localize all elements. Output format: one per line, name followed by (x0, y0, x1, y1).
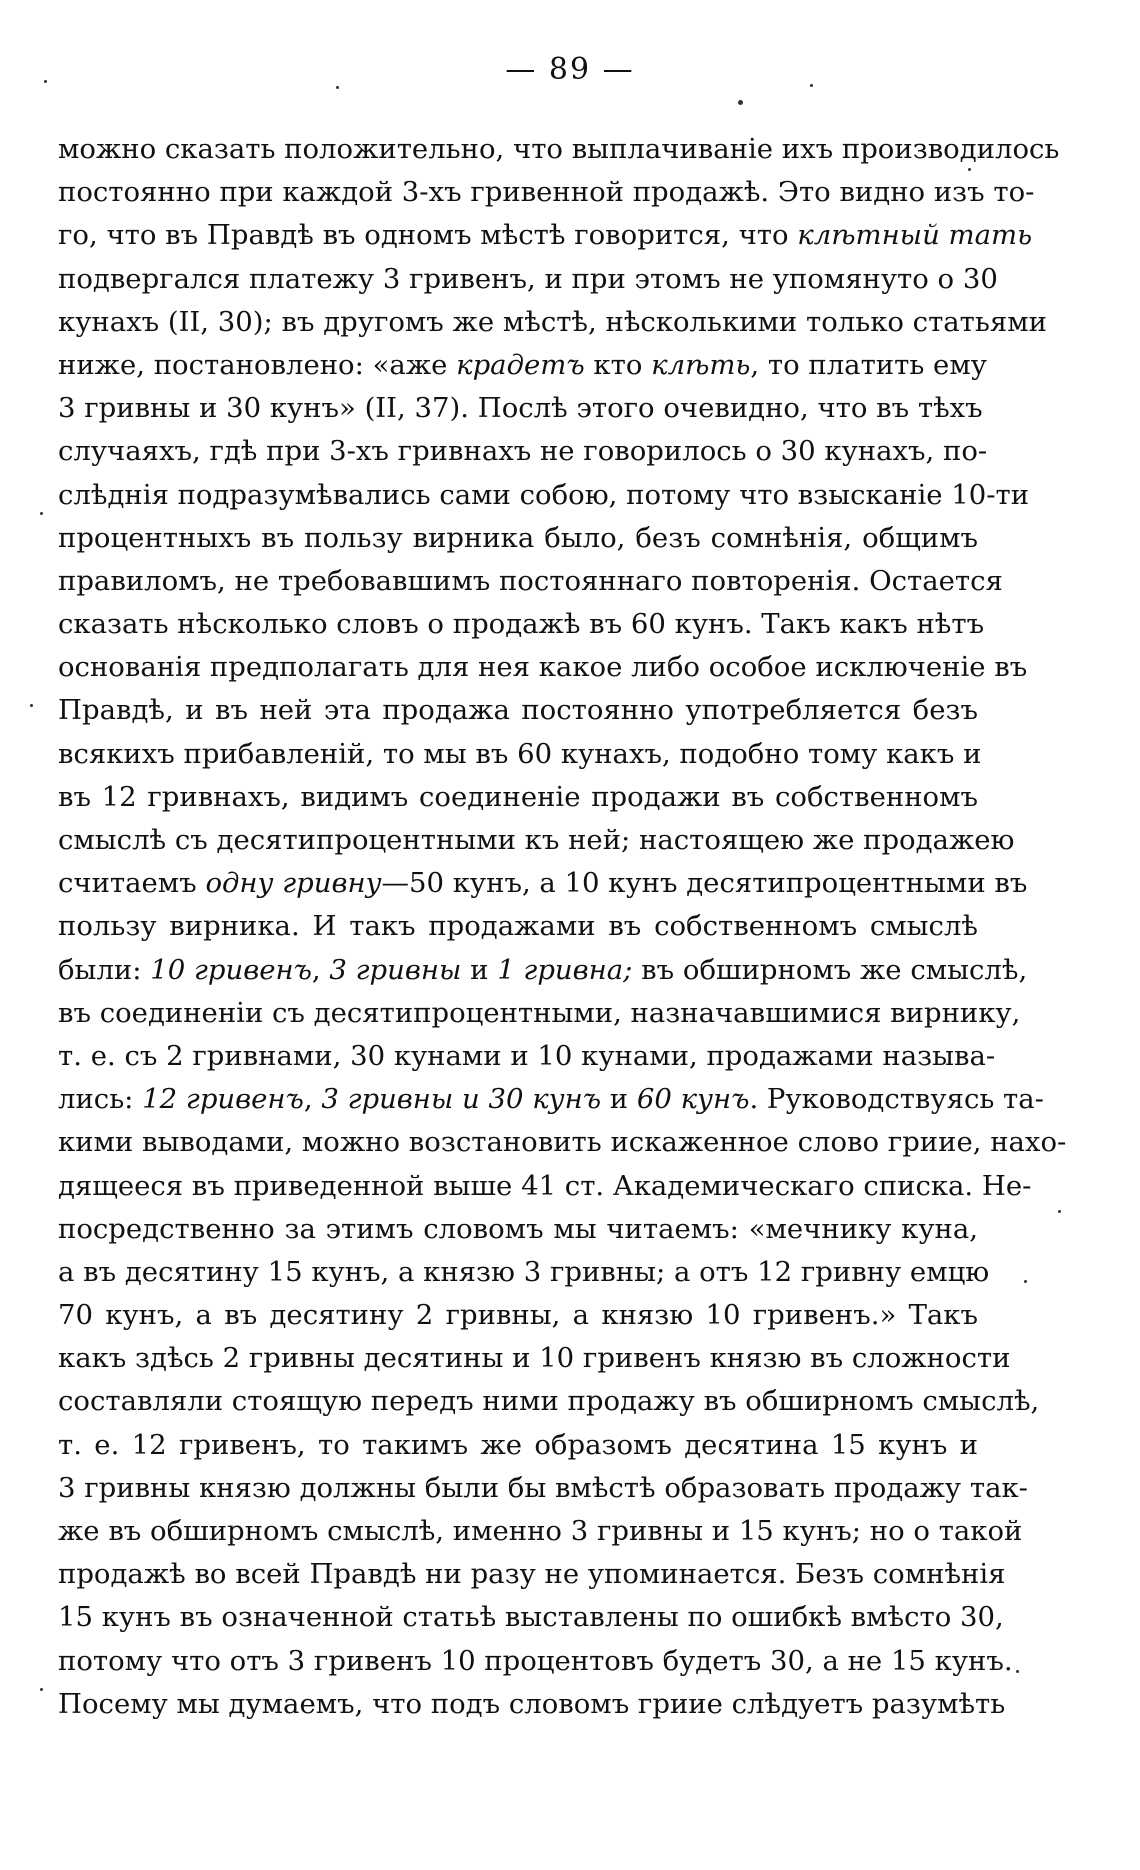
text-line (58, 862, 1028, 905)
text-line (58, 1553, 1006, 1596)
scan-speck (968, 168, 971, 171)
body-text (58, 128, 1067, 1726)
text-line (58, 733, 982, 776)
text-run: составляли стоящую передъ ними продажу въ обширномъ смыслѣ, (58, 1385, 1040, 1418)
text-run: 70 кунъ, а въ десятину 2 гривны, а князю 10 гривенъ.» Такъ (58, 1299, 978, 1332)
text-line (58, 560, 1003, 603)
scan-speck (1024, 1280, 1027, 1283)
text-line (58, 603, 985, 646)
text-run: можно сказать положительно, что выплачиваніе ихъ производилось (58, 133, 1060, 165)
text-run: пользу вирника. И такъ продажами въ собственномъ смыслѣ (58, 910, 978, 943)
text-run: въ 12 гривнахъ, видимъ соединеніе продажи въ собственномъ (58, 780, 978, 813)
text-run: посредственно за этимъ словомъ мы читаемъ: «мечнику куна, (58, 1212, 978, 1245)
scan-speck (1016, 1670, 1019, 1673)
text-run: —50 кунъ, а 10 кунъ десятипроцентными въ (381, 867, 1028, 900)
text-line (58, 1121, 1067, 1164)
text-line (58, 1251, 990, 1294)
text-run: же въ обширномъ смыслѣ, именно 3 гривны и 15 кунъ; но о такой (58, 1515, 1023, 1547)
text-run: потому что отъ 3 гривенъ 10 процентовъ будетъ 30, а не 15 кунъ. (58, 1644, 1013, 1677)
text-line (58, 776, 978, 819)
italic-run: 60 кунъ (636, 1083, 750, 1116)
text-line (58, 1467, 1028, 1510)
text-run: кунахъ (II, 30); въ другомъ же мѣстѣ, нѣсколькими только статьями (58, 305, 1047, 338)
text-line (58, 1683, 1006, 1726)
italic-run: 3 гривны (329, 953, 462, 986)
text-run: лись: (58, 1083, 143, 1116)
italic-run: крадетъ (456, 348, 585, 381)
italic-run: одну гривну (205, 867, 382, 900)
text-run: въ соединеніи съ десятипроцентными, назначавшимися вирнику, (58, 996, 1021, 1029)
italic-run: 12 гривенъ (142, 1083, 304, 1116)
text-line (58, 1424, 978, 1467)
text-run: сказать нѣсколько словъ о продажѣ въ 60 кунъ. Такъ какъ нѣтъ (58, 608, 985, 641)
text-run: 3 гривны князю должны были бы вмѣстѣ образовать продажу так- (58, 1471, 1028, 1504)
text-run: въ обширномъ же смыслѣ, (632, 953, 1028, 986)
text-run: процентныхъ въ пользу вирника было, безъ сомнѣнія, общимъ (58, 521, 978, 554)
text-run: дящееся въ приведенной выше 41 ст. Академическаго списка. Не- (58, 1169, 1032, 1202)
text-line (58, 1035, 996, 1078)
text-line (58, 992, 1021, 1035)
text-line (58, 344, 987, 387)
text-run: Посему мы думаемъ, что подъ словомъ гриие слѣдуетъ разумѣть (58, 1687, 1006, 1720)
text-run: 3 гривны и 30 кунъ» (II, 37). Послѣ этого очевидно, что въ тѣхъ (58, 392, 983, 425)
text-line (58, 1294, 978, 1337)
text-line (58, 689, 978, 732)
text-run: , (311, 953, 330, 986)
text-run: го, что въ Правдѣ въ одномъ мѣстѣ говорится, что (58, 219, 798, 252)
text-run: всякихъ прибавленій, то мы въ 60 кунахъ, подобно тому какъ и (58, 737, 982, 770)
page-number: — 89 — (505, 52, 635, 87)
text-line (58, 1208, 978, 1251)
text-run: и (461, 953, 498, 986)
text-run: случаяхъ, гдѣ при 3-хъ гривнахъ не говорилось о 30 кунахъ, по- (58, 435, 988, 468)
text-run: . Руководствуясь та- (749, 1083, 1044, 1116)
text-line (58, 949, 1028, 992)
text-run: Правдѣ, и въ ней эта продажа постоянно употребляется безъ (58, 694, 978, 727)
text-line (58, 646, 1028, 689)
text-run: 15 кунъ въ означенной статьѣ выставлены по ошибкѣ вмѣсто 30, (58, 1601, 1004, 1634)
italic-run: 3 гривны и 30 кунъ (321, 1083, 602, 1116)
text-run: считаемъ (58, 867, 206, 900)
text-run: , (303, 1083, 322, 1116)
text-run: правиломъ, не требовавшимъ постояннаго повторенія. Остается (58, 564, 1003, 597)
scan-speck (44, 80, 47, 83)
text-line (58, 128, 1060, 171)
text-line (58, 171, 1035, 214)
text-line (58, 1640, 1013, 1683)
scan-speck (30, 704, 33, 707)
text-line (58, 819, 1015, 862)
text-run: кими выводами, можно возстановить искаженное слово гриие, нахо- (58, 1126, 1067, 1159)
text-run: и (601, 1083, 637, 1116)
scan-speck (1058, 1210, 1061, 1213)
text-run: , то платить ему (750, 348, 987, 381)
italic-run: 1 гривна; (497, 953, 633, 986)
text-line (58, 1510, 1023, 1553)
text-run: продажѣ во всей Правдѣ ни разу не упоминается. Безъ сомнѣнія (58, 1558, 1006, 1591)
italic-run: 10 гривенъ (150, 953, 312, 986)
scan-speck (40, 512, 43, 515)
text-line (58, 474, 1030, 517)
text-line (58, 517, 978, 560)
text-run: какъ здѣсь 2 гривны десятины и 10 гривенъ князю въ сложности (58, 1342, 1011, 1375)
text-run: постоянно при каждой 3-хъ гривенной продажѣ. Это видно изъ то- (58, 176, 1035, 209)
scan-speck (738, 100, 743, 105)
text-line (58, 1078, 1044, 1121)
text-run: смыслѣ съ десятипроцентными къ ней; настоящею же продажею (58, 824, 1015, 856)
text-line (58, 430, 988, 473)
text-line (58, 1337, 1011, 1380)
text-run: а въ десятину 15 кунъ, а князю 3 гривны; а отъ 12 гривну емцю (58, 1255, 990, 1288)
scan-speck (810, 84, 813, 87)
scan-speck (336, 86, 339, 89)
text-line (58, 905, 978, 948)
text-line (58, 1165, 1032, 1208)
text-line (58, 214, 1033, 257)
text-run: были: (58, 953, 151, 986)
text-run: кто (584, 348, 652, 381)
text-run: подвергался платежу 3 гривенъ, и при этомъ не упомянуто о 30 (58, 262, 998, 295)
text-line (58, 1380, 1040, 1423)
text-run: слѣднія подразумѣвались сами собою, потому что взысканіе 10-ти (58, 478, 1030, 511)
italic-run: клѣтный тать (797, 219, 1033, 252)
text-line (58, 258, 998, 301)
text-line (58, 387, 983, 430)
text-line (58, 1596, 1004, 1639)
scan-speck (40, 1688, 43, 1691)
italic-run: клѣть (651, 348, 751, 381)
text-run: т. е. съ 2 гривнами, 30 кунами и 10 кунами, продажами называ- (58, 1039, 996, 1072)
text-run: т. е. 12 гривенъ, то такимъ же образомъ десятина 15 кунъ и (58, 1428, 978, 1461)
text-run: основанія предполагать для нея какое либо особое исключеніе въ (58, 651, 1028, 684)
text-line (58, 301, 1047, 344)
text-run: ниже, постановлено: «аже (58, 348, 457, 381)
